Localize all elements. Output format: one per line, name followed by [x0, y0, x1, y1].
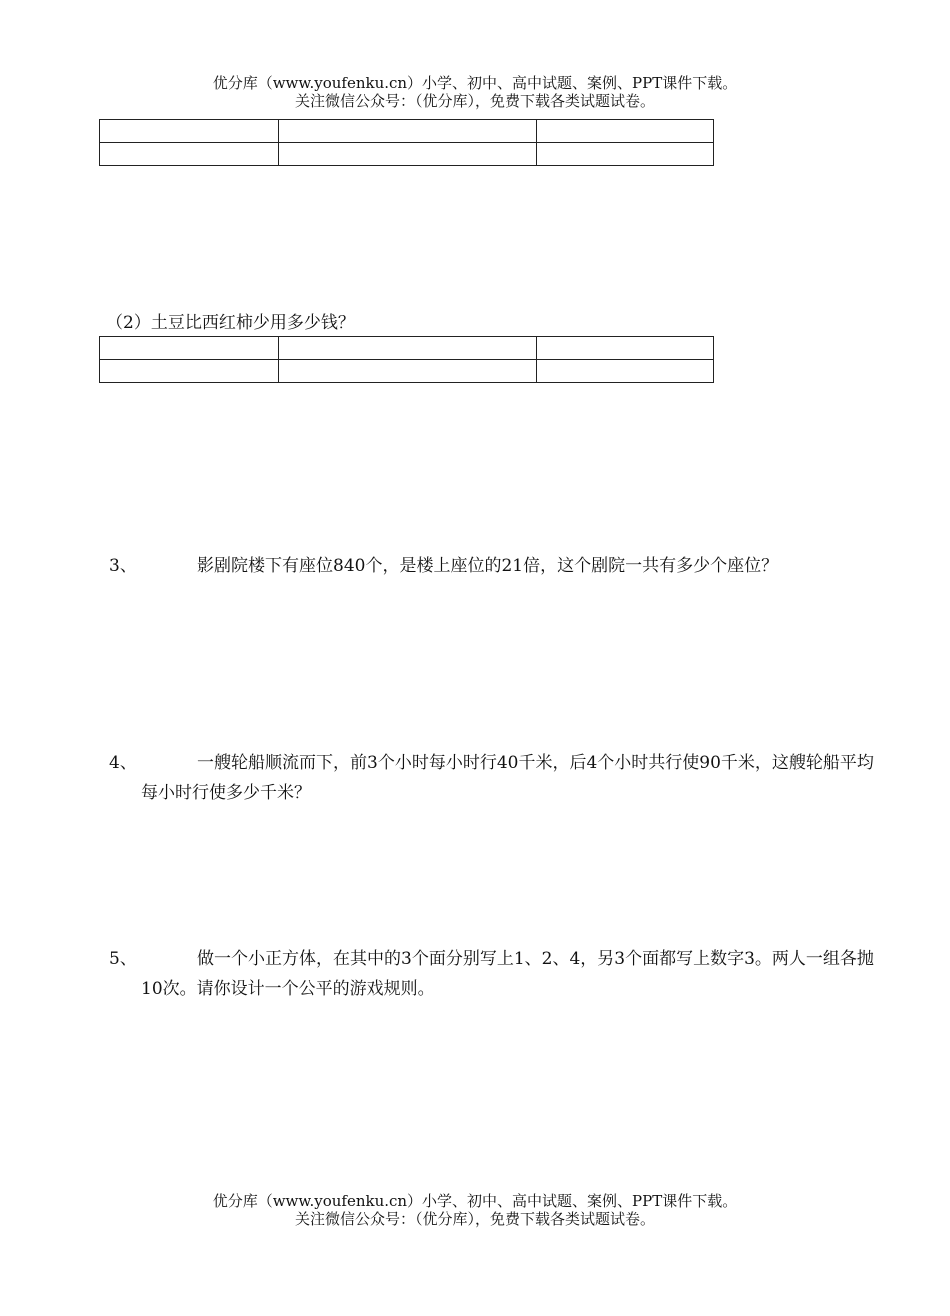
table-cell	[100, 337, 279, 360]
table-cell	[537, 120, 714, 143]
problem-number: 5、	[109, 949, 137, 969]
table-row	[100, 337, 714, 360]
problem-text: 做一个小正方体，在其中的3个面分别写上1、2、4，另3个面都写上数字3。两人一组各抛10次。请你设计一个公平的游戏规则。	[141, 949, 874, 999]
problem-text: 影剧院楼下有座位840个，是楼上座位的21倍，这个剧院一共有多少个座位？	[197, 556, 779, 576]
page-header	[0, 74, 950, 110]
table-cell	[100, 143, 279, 166]
table-cell	[279, 120, 537, 143]
table-row	[100, 120, 714, 143]
table-cell	[100, 120, 279, 143]
table-cell	[279, 360, 537, 383]
problem-5	[109, 944, 879, 1004]
problem-text: 一艘轮船顺流而下，前3个小时每小时行40千米，后4个小时共行使90千米，这艘轮船平均每小时行使多少千米？	[141, 753, 874, 803]
table-cell	[100, 360, 279, 383]
problem-4	[109, 748, 879, 808]
answer-table-1	[99, 119, 714, 166]
table-cell	[537, 360, 714, 383]
sub-question-2: （2）土豆比西红柿少用多少钱？	[106, 313, 355, 333]
page-footer	[0, 1192, 950, 1228]
header-line-2: 关注微信公众号：（优分库），免费下载各类试题试卷。	[294, 92, 655, 110]
table-cell	[537, 143, 714, 166]
footer-line-1: 优分库（www.youfenku.cn）小学、初中、高中试题、案例、PPT课件下载。	[212, 1192, 738, 1210]
problem-number: 4、	[109, 753, 137, 773]
answer-table-2	[99, 336, 714, 383]
table-cell	[279, 143, 537, 166]
header-line-1: 优分库（www.youfenku.cn）小学、初中、高中试题、案例、PPT课件下载。	[212, 74, 738, 92]
table-cell	[279, 337, 537, 360]
table-cell	[537, 337, 714, 360]
table-row	[100, 143, 714, 166]
problem-number: 3、	[109, 556, 137, 576]
footer-line-2: 关注微信公众号：（优分库），免费下载各类试题试卷。	[294, 1210, 655, 1228]
table-row	[100, 360, 714, 383]
problem-3	[109, 551, 879, 581]
